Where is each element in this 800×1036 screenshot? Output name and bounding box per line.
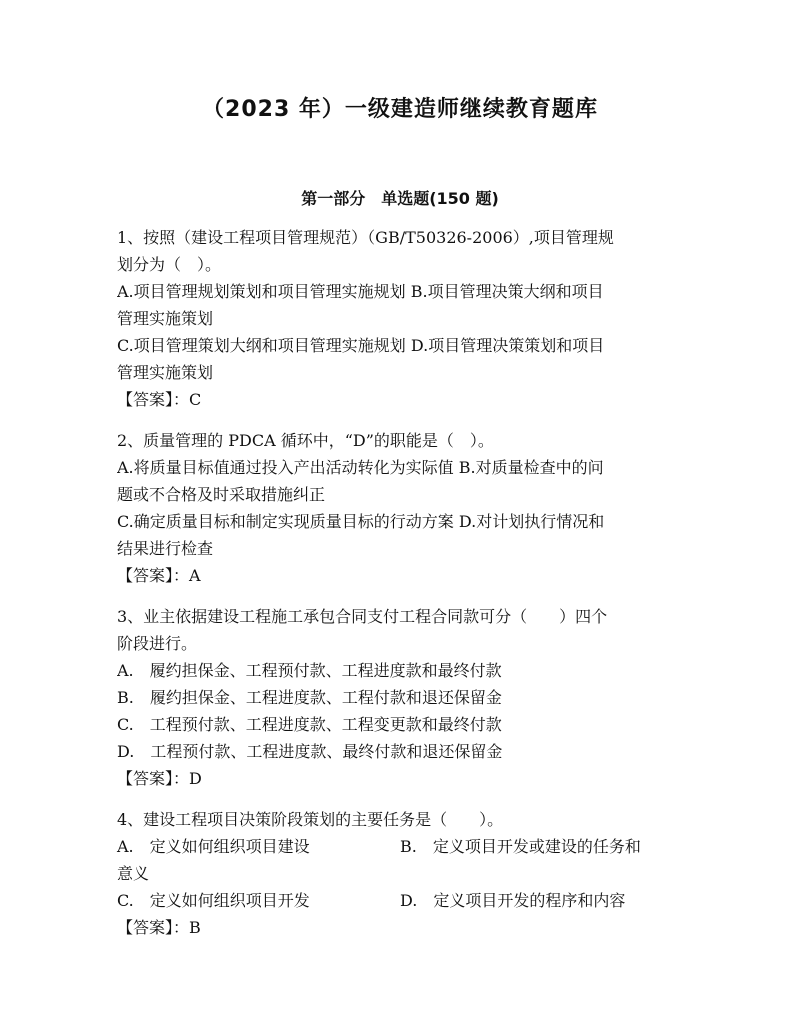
question-1-options-ab: A.项目管理规划策划和项目管理实施规划 B.项目管理决策大纲和项目 xyxy=(117,282,604,301)
question-1-options-ab-cont: 管理实施策划 xyxy=(117,309,214,328)
question-2-options-cd: C.确定质量目标和制定实现质量目标的行动方案 D.对计划执行情况和 xyxy=(117,512,605,531)
question-4-option-b: B. 定义项目开发或建设的任务和 xyxy=(400,837,641,856)
question-3-option-b: B. 履约担保金、工程进度款、工程付款和退还保留金 xyxy=(117,688,502,707)
question-4-option-d: D. 定义项目开发的程序和内容 xyxy=(400,891,626,910)
question-1-stem: 1、按照（建设工程项目管理规范）（GB/T50326-2006）,项目管理规 xyxy=(117,228,614,247)
section-heading: 第一部分 单选题(150 题) xyxy=(301,189,499,208)
page-title: （2023 年）一级建造师继续教育题库 xyxy=(202,97,598,122)
question-1-answer: 【答案】：C xyxy=(117,390,202,409)
question-1-stem-cont: 划分为（ ）。 xyxy=(117,255,222,274)
question-2-stem: 2、质量管理的 PDCA 循环中，“D”的职能是（ ）。 xyxy=(117,431,494,450)
question-3-stem: 3、业主依据建设工程施工承包合同支付工程合同款可分（ ）四个 xyxy=(117,607,608,626)
question-3-stem-cont: 阶段进行。 xyxy=(117,634,198,653)
question-3-answer: 【答案】：D xyxy=(117,769,202,788)
question-1-options-cd-cont: 管理实施策划 xyxy=(117,363,214,382)
question-1-options-cd: C.项目管理策划大纲和项目管理实施规划 D.项目管理决策策划和项目 xyxy=(117,336,605,355)
question-3-option-d: D. 工程预付款、工程进度款、最终付款和退还保留金 xyxy=(117,742,503,761)
question-2-options-ab-cont: 题或不合格及时采取措施纠正 xyxy=(117,485,326,504)
question-2-options-cd-cont: 结果进行检查 xyxy=(117,539,214,558)
question-3-option-a: A. 履约担保金、工程预付款、工程进度款和最终付款 xyxy=(117,661,502,680)
question-4-option-a: A. 定义如何组织项目建设 xyxy=(117,837,310,856)
question-3-option-c: C. 工程预付款、工程进度款、工程变更款和最终付款 xyxy=(117,715,502,734)
question-4-answer: 【答案】：B xyxy=(117,918,201,937)
question-4-option-b-cont: 意义 xyxy=(117,864,150,883)
question-4-stem: 4、建设工程项目决策阶段策划的主要任务是（ ）。 xyxy=(117,810,504,829)
question-2-options-ab: A.将质量目标值通过投入产出活动转化为实际值 B.对质量检查中的问 xyxy=(117,458,604,477)
question-2-answer: 【答案】：A xyxy=(117,566,201,585)
question-4-option-c: C. 定义如何组织项目开发 xyxy=(117,891,310,910)
